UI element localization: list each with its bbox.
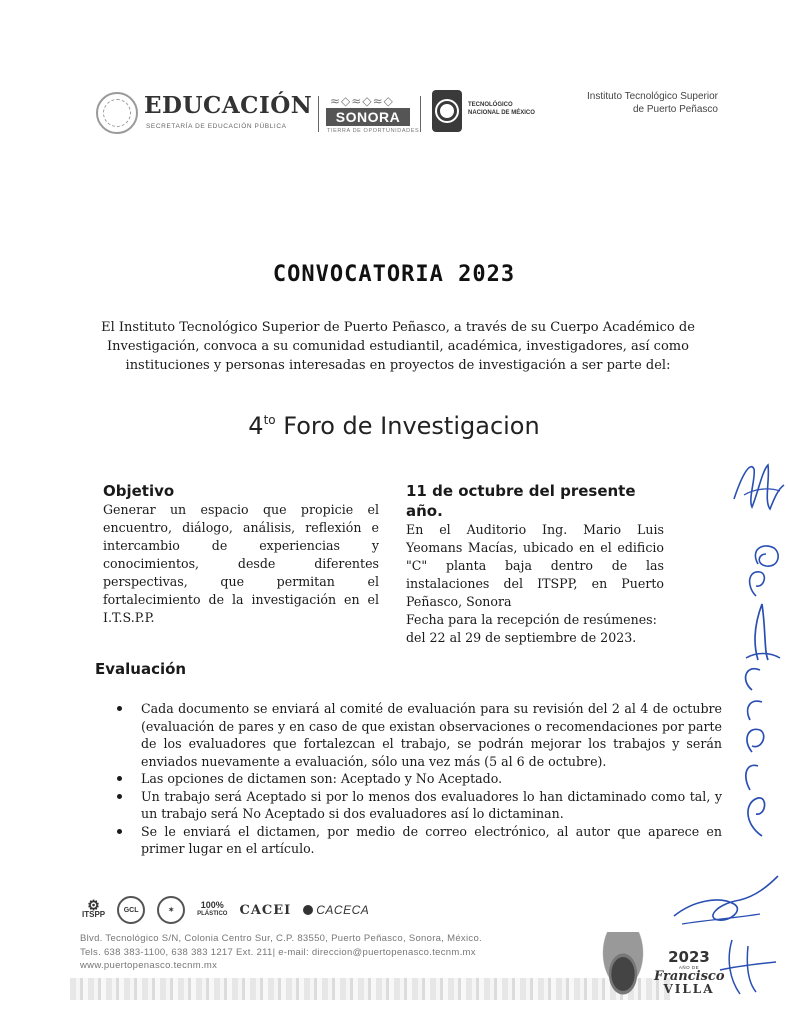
- list-item: Se le enviará el dictamen, por medio de correo electrónico, al autor que aparece en primer lugar en el artículo.: [112, 823, 722, 858]
- website-line: www.puertopenasco.tecnm.mx: [80, 960, 218, 971]
- villa-year-logo: [654, 950, 724, 995]
- caceca-logo-label: CACECA: [316, 903, 370, 917]
- francisco-villa-portrait: [594, 932, 652, 1002]
- institute-name-line1: Instituto Tecnológico Superior: [586, 91, 718, 102]
- signature-top-right: [728, 455, 788, 525]
- tecnm-name: [468, 102, 548, 117]
- villa-last-name: VILLA: [663, 982, 715, 996]
- villa-year: 2023: [668, 948, 710, 966]
- forum-title: [0, 412, 788, 440]
- intro-paragraph: El Instituto Tecnológico Superior de Puerto Peñasco, a través de su Cuerpo Académico de Investigación, convoca a su comunidad estudiantil, académica, investigadores, así como instituciones y personas interesadas en proyectos de investigación a ser parte del:: [101, 320, 695, 373]
- sep-logo-title: EDUCACIÓN: [144, 92, 313, 119]
- evaluation-list: [112, 700, 722, 858]
- sonora-logo-pattern: ≈◇≈◇≈◇: [330, 94, 394, 108]
- sep-seal-logo: [96, 92, 138, 134]
- header-divider: [420, 96, 421, 132]
- villa-sub: AÑO DE: [678, 965, 700, 970]
- forum-ordinal: to: [263, 413, 276, 427]
- itspp-logo: ⚙ ITSPP: [82, 897, 106, 919]
- list-item: Un trabajo será Aceptado si por lo menos dos evaluadores lo han dictaminado como tal, y un trabajo será No Aceptado si dos evaluadores así lo dictaminan.: [112, 788, 722, 823]
- forum-name: Foro de Investigacion: [283, 412, 540, 440]
- sonora-logo: SONORA: [326, 108, 410, 126]
- institute-name-line2: de Puerto Peñasco: [632, 104, 718, 115]
- plastic-free-percent: 100%: [200, 900, 224, 910]
- list-item: Las opciones de dictamen son: Aceptado y No Aceptado.: [112, 770, 722, 788]
- signature-vertical: [722, 540, 788, 840]
- list-item: Cada documento se enviará al comité de evaluación para su revisión del 2 al 4 de octubre (evaluación de pares y en caso de que existan observaciones o recomendaciones por parte de los evaluadores que fortalezcan el trabajo, se podrán mejorar los trabajos y serán enviados nuevamente a evaluación, sólo una vez más (5 al 6 de octubre).: [112, 700, 722, 770]
- event-location: En el Auditorio Ing. Mario Luis Yeomans Macías, ubicado en el edificio "C" planta baja dentro de las instalaciones del ITSPP, en Puerto Peñasco, Sonora: [406, 522, 664, 609]
- itspp-logo-label: ITSPP: [82, 910, 106, 919]
- institute-name: [540, 90, 718, 116]
- event-date-heading: 11 de octubre del presente año.: [406, 482, 636, 520]
- accreditation-logos: [82, 890, 369, 930]
- document-title: CONVOCATORIA 2023: [272, 262, 516, 287]
- sep-logo-subtitle: SECRETARÍA DE EDUCACIÓN PÚBLICA: [146, 123, 287, 130]
- evaluation-heading: Evaluación: [95, 660, 187, 678]
- villa-first-name: Francisco: [654, 969, 725, 984]
- objective-heading: Objetivo: [103, 482, 175, 500]
- tecnm-name-line2: NACIONAL DE MÉXICO: [468, 109, 535, 116]
- caceca-logo: [303, 903, 369, 917]
- forum-number: 4: [248, 412, 264, 440]
- sonora-tagline: TIERRA DE OPORTUNIDADES: [327, 128, 420, 134]
- tecnm-name-line1: TECNOLÓGICO: [468, 102, 513, 108]
- tecnm-gear-logo: [432, 90, 462, 132]
- header-divider: [318, 96, 319, 132]
- cacei-logo: CACEI: [239, 902, 292, 918]
- plastic-free-label: PLÁSTICO: [197, 911, 228, 917]
- address-line: Blvd. Tecnológico S/N, Colonia Centro Sur, C.P. 83550, Puerto Peñasco, Sonora, México.: [80, 933, 482, 944]
- objective-section: [103, 481, 379, 627]
- event-section: [406, 481, 664, 647]
- star-seal-logo: ✶: [157, 896, 185, 924]
- decorative-footer-band: [70, 978, 670, 1000]
- objective-text: Generar un espacio que propicie el encuentro, diálogo, análisis, reflexión e intercambio de experiencias y conocimientos, desde diferentes perspectivas, que permitan el fortalecimiento de la investigación en el I.T.S.P.P.: [103, 502, 379, 625]
- abstract-deadline: Fecha para la recepción de resúmenes: del 22 al 29 de septiembre de 2023.: [406, 612, 657, 645]
- phone-email-line: Tels. 638 383-1100, 638 383 1217 Ext. 211| e-mail: direccion@puertopenasco.tecnm.mx: [80, 946, 476, 958]
- contact-info: [80, 932, 560, 973]
- plastic-free-logo: [197, 901, 227, 919]
- gcl-logo: GCL: [117, 896, 145, 924]
